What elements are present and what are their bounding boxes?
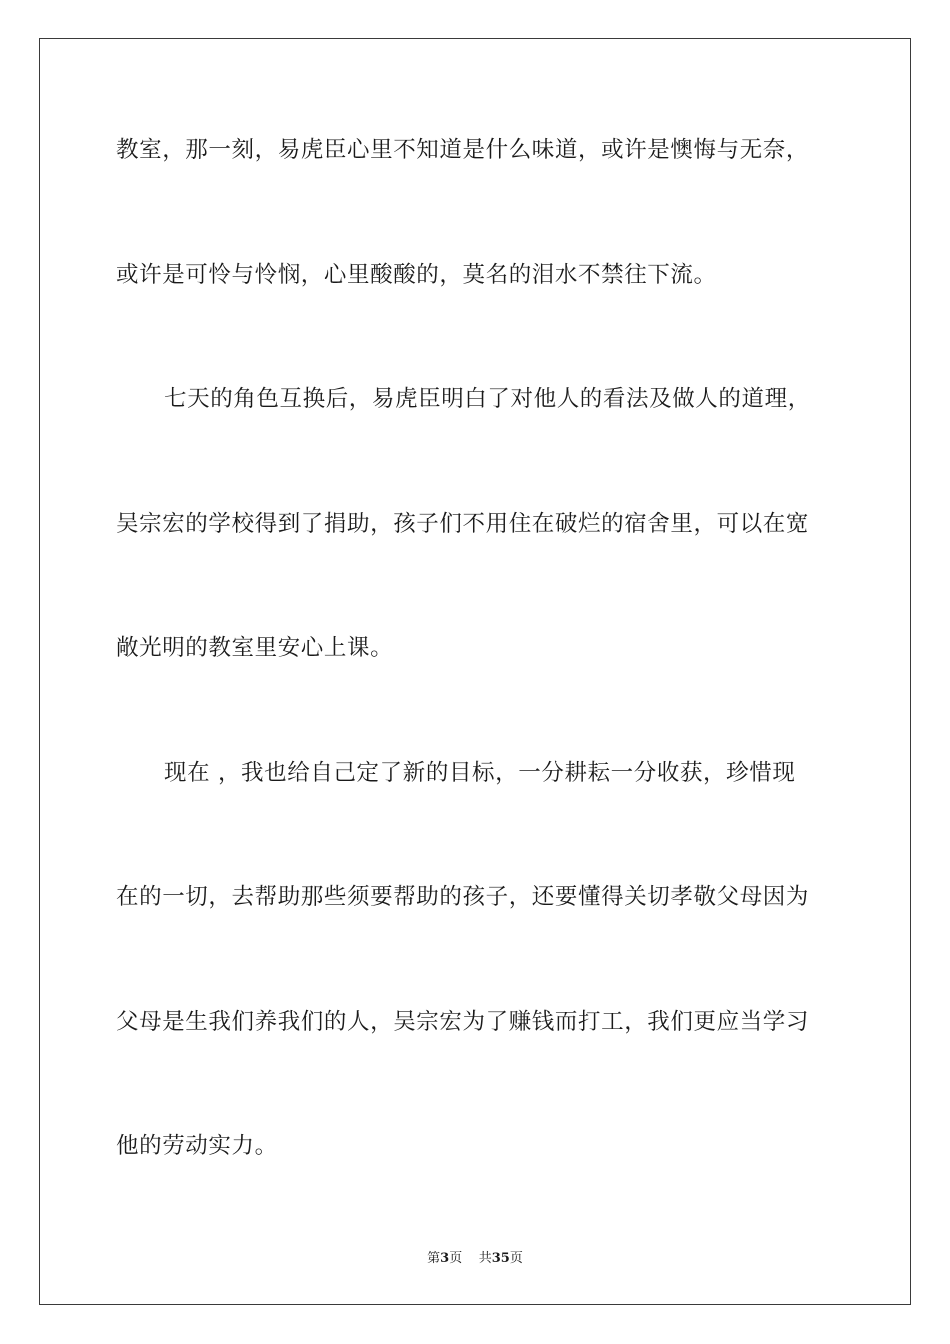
paragraph-line-2: 或许是可怜与怜悯，心里酸酸的，莫名的泪水不禁往下流。: [116, 262, 717, 288]
paragraph-line-3: 七天的角色互换后，易虎臣明白了对他人的看法及做人的道理，: [164, 386, 811, 412]
page-border: [39, 38, 911, 1305]
total-pages: 35: [491, 1251, 510, 1266]
page-prefix: 第: [427, 1251, 441, 1266]
paragraph-line-6: 现在 ，我也给自己定了新的目标，一分耕耘一分收获，珍惜现: [164, 760, 796, 786]
page-footer: [0, 1247, 950, 1266]
paragraph-line-9: 他的劳动实力。: [116, 1133, 278, 1159]
paragraph-line-8: 父母是生我们养我们的人，吴宗宏为了赚钱而打工，我们更应当学习: [116, 1009, 810, 1035]
paragraph-line-5: 敞光明的教室里安心上课。: [116, 635, 394, 661]
paragraph-line-1: 教室，那一刻，易虎臣心里不知道是什么味道，或许是懊悔与无奈，: [116, 137, 810, 163]
paragraph-line-7: 在的一切，去帮助那些须要帮助的孩子，还要懂得关切孝敬父母因为: [116, 884, 810, 910]
page-number: 3: [440, 1251, 450, 1266]
paragraph-line-4: 吴宗宏的学校得到了捐助，孩子们不用住在破烂的宿舍里，可以在宽: [116, 511, 810, 537]
total-prefix: 共: [478, 1251, 492, 1266]
page-suffix: 页: [449, 1251, 463, 1266]
total-suffix: 页: [509, 1251, 523, 1266]
